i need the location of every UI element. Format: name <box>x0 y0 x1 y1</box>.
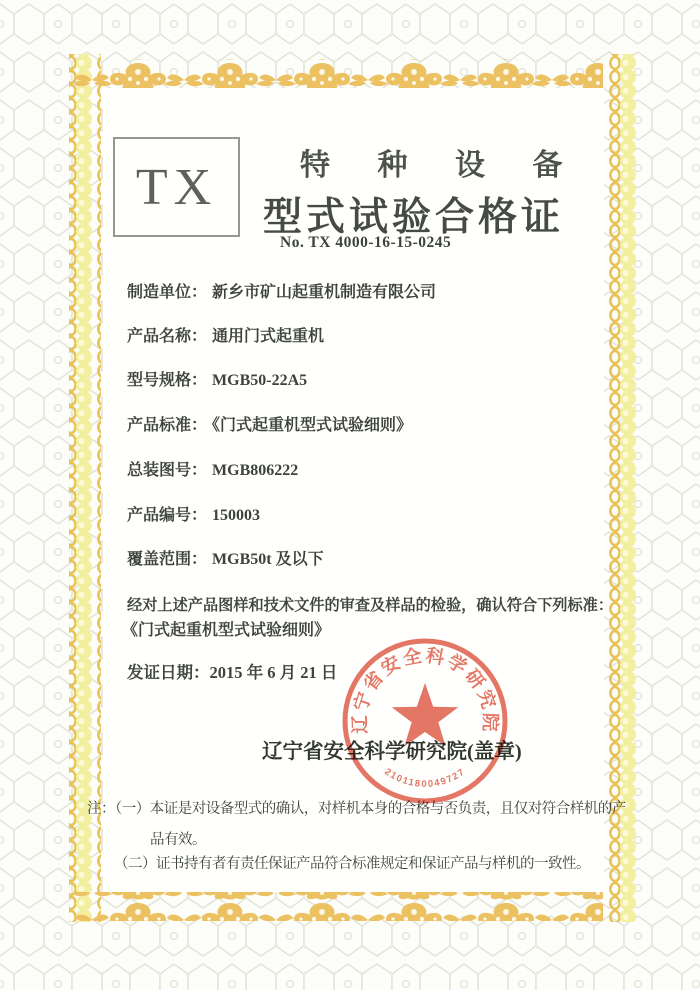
certificate-category-title: 特 种 设 备 <box>300 149 583 182</box>
field-label: 产品标准： <box>127 417 208 434</box>
note-line-1: 注：（一）本证是对设备型式的确认，对样机本身的合格与否负责，且仅对符合样机的产 <box>87 801 626 817</box>
field-value: MGB50-22A5 <box>212 372 308 389</box>
field-row-product-serial <box>127 502 260 525</box>
field-row-coverage <box>127 546 324 569</box>
seal-ring-text: 辽宁省安全科学研究院 <box>350 646 500 735</box>
seal-star-icon <box>392 683 459 746</box>
note-line-2: 品有效。 <box>150 832 206 848</box>
field-label: 型号规格： <box>127 372 208 389</box>
field-value: 《门式起重机型式试验细则》 <box>212 417 413 434</box>
issuer-name: 辽宁省安全科学研究院(盖章) <box>262 741 522 763</box>
field-row-model-spec <box>127 367 307 390</box>
issue-date-value: 2015 年 6 月 21 日 <box>209 663 338 682</box>
field-label: 总装图号： <box>127 462 208 479</box>
field-row-product-name <box>127 323 324 346</box>
tx-mark-box <box>113 137 240 237</box>
conclusion-text-line1: 经对上述产品图样和技术文件的审查及样品的检验，确认符合下列标准： <box>127 597 613 614</box>
field-row-product-standard <box>127 412 412 435</box>
note-line-3: （二）证书持有者有责任保证产品符合标准规定和保证产品与样机的一致性。 <box>114 856 590 872</box>
issue-date-label: 发证日期： <box>127 663 210 682</box>
svg-text:2101180049727 <box>382 766 467 790</box>
issue-date-row <box>127 659 337 683</box>
field-value: MGB50t 及以下 <box>212 551 324 568</box>
tx-mark-label: TX <box>135 158 218 216</box>
certificate-number: No. TX 4000-16-15-0245 <box>280 234 452 251</box>
certificate-main-title: 型式试验合格证 <box>263 196 565 239</box>
field-label: 制造单位： <box>127 284 208 301</box>
field-label: 产品编号： <box>127 507 208 524</box>
field-value: 150003 <box>212 507 261 524</box>
field-label: 覆盖范围： <box>127 551 208 568</box>
field-label: 产品名称： <box>127 328 208 345</box>
field-row-assembly-drawing-no <box>127 457 298 480</box>
conclusion-text-line2: 《门式起重机型式试验细则》 <box>122 622 331 639</box>
field-value: 新乡市矿山起重机制造有限公司 <box>212 284 437 301</box>
field-row-manufacturer <box>127 279 436 302</box>
field-value: 通用门式起重机 <box>212 328 325 345</box>
official-red-seal <box>338 634 513 809</box>
seal-serial-number: 2101180049727 <box>382 766 468 790</box>
field-value: MGB806222 <box>212 462 299 479</box>
